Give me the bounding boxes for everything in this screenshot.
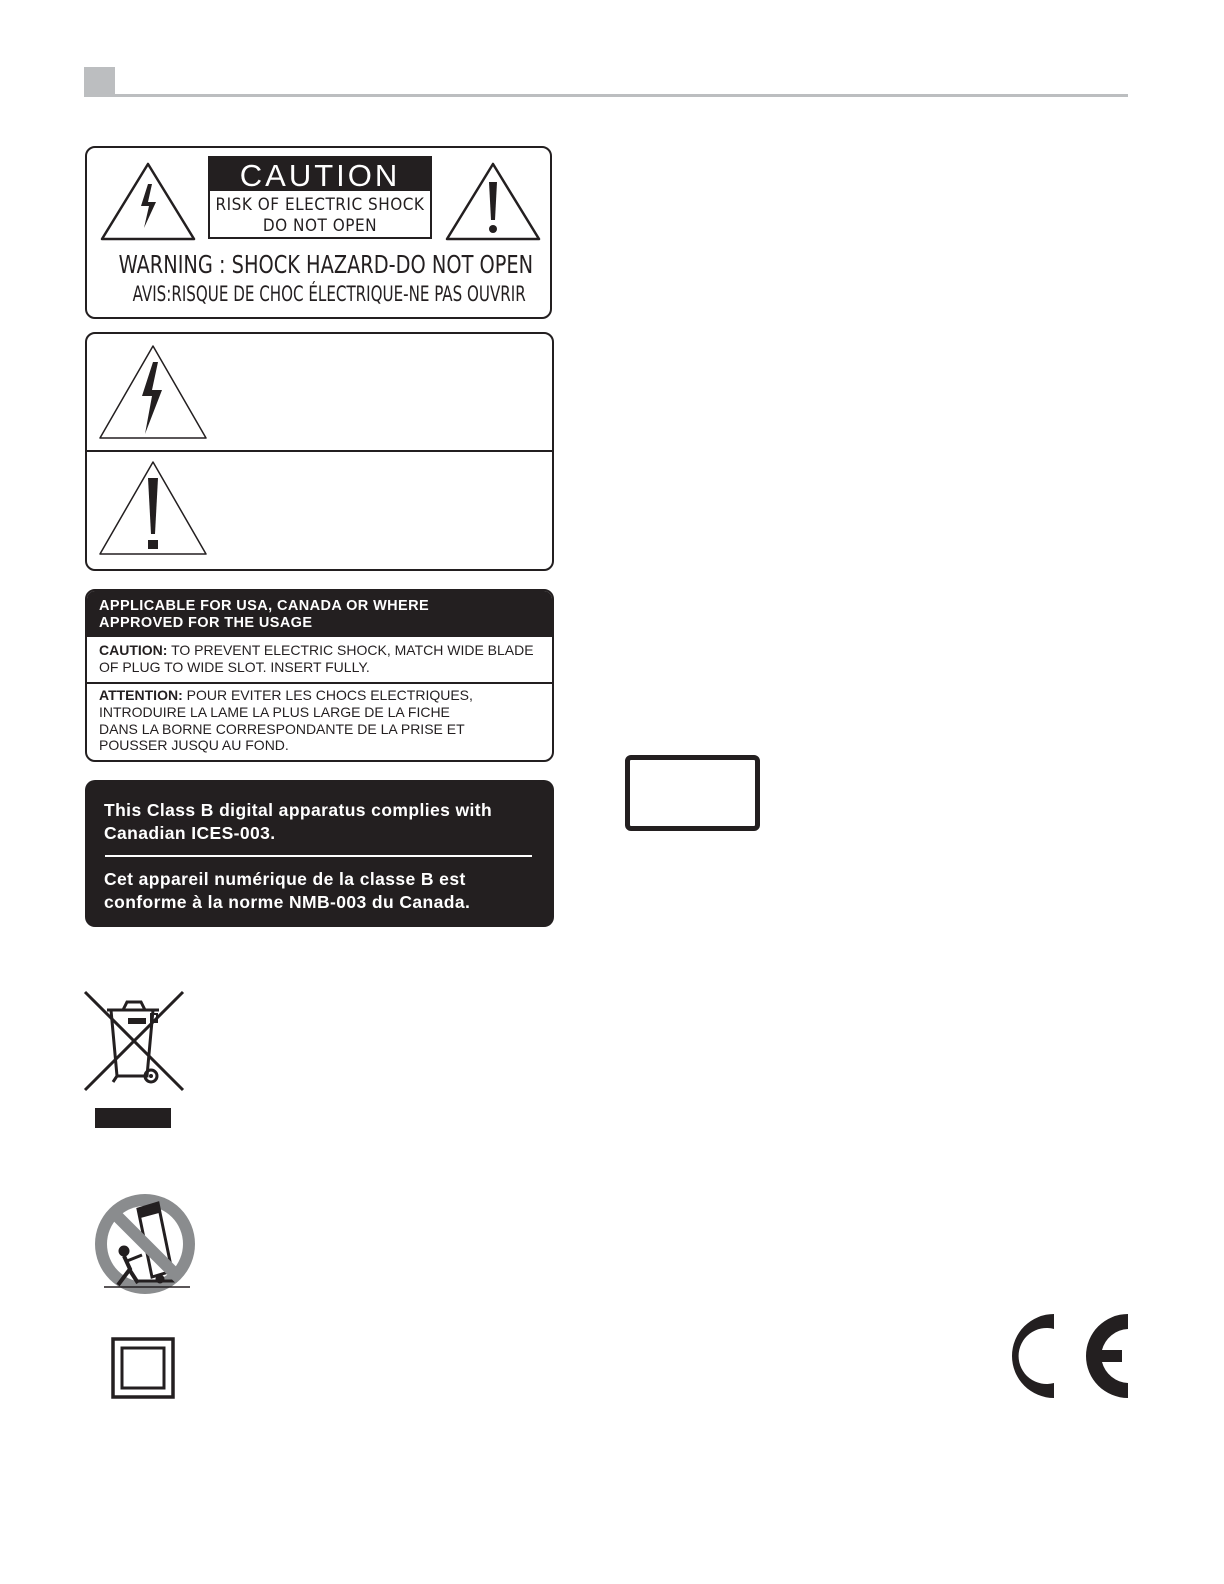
plug-caution-heading	[87, 591, 552, 637]
attention-text-4: POUSSER JUSQU AU FOND.	[99, 737, 289, 754]
empty-label-frame	[625, 755, 760, 831]
attention-text-3: DANS LA BORNE CORRESPONDANTE DE LA PRISE ET	[99, 720, 465, 737]
caution-risk-line: RISK OF ELECTRIC SHOCK	[215, 195, 425, 215]
warning-french: AVIS:RISQUE DE CHOC ÉLECTRIQUE-NE PAS OUVRIR	[132, 282, 526, 306]
attention-section	[99, 687, 549, 754]
header-rule	[84, 94, 1128, 97]
caution-label-bold: CAUTION:	[99, 642, 168, 658]
plug-caution-separator	[87, 682, 552, 684]
warning-english: WARNING : SHOCK HAZARD-DO NOT OPEN	[118, 250, 534, 279]
double-square-icon	[111, 1337, 175, 1399]
caution-center-panel	[208, 156, 432, 239]
compliance-separator	[105, 855, 532, 857]
attention-label-bold: ATTENTION:	[99, 687, 183, 703]
compliance-en-line-1: This Class B digital apparatus complies with	[104, 800, 493, 820]
caution-title: CAUTION	[210, 158, 430, 191]
attention-text-1: POUR EVITER LES CHOCS ELECTRIQUES,	[182, 687, 473, 703]
exclamation-triangle-icon	[98, 460, 208, 556]
canadian-compliance-box	[85, 780, 554, 927]
lightning-triangle-icon	[98, 344, 208, 440]
weee-bar	[95, 1108, 171, 1128]
caution-text-2: OF PLUG TO WIDE SLOT. INSERT FULLY.	[99, 658, 370, 675]
no-cart-tip-icon	[94, 1193, 196, 1295]
heading-line-2: APPROVED FOR THE USAGE	[99, 615, 313, 631]
compliance-en-line-2: Canadian ICES-003.	[104, 823, 276, 843]
header-square	[84, 67, 115, 96]
plug-caution-box	[85, 589, 554, 762]
compliance-english	[104, 799, 544, 845]
lightning-triangle-icon	[100, 162, 196, 242]
crossed-bin-icon	[83, 990, 185, 1092]
symbol-divider	[86, 450, 553, 452]
exclamation-triangle-icon	[445, 162, 541, 242]
heading-line-1: APPLICABLE FOR USA, CANADA OR WHERE	[99, 598, 430, 614]
ce-mark-icon	[1000, 1310, 1130, 1402]
compliance-fr-line-1: Cet appareil numérique de la classe B est	[104, 869, 466, 889]
caution-do-not-open-line: DO NOT OPEN	[262, 216, 378, 236]
caution-text-1: TO PREVENT ELECTRIC SHOCK, MATCH WIDE BLADE	[167, 642, 534, 658]
compliance-french	[104, 868, 544, 914]
caution-section	[99, 642, 549, 676]
attention-text-2: INTRODUIRE LA LAME LA PLUS LARGE DE LA FICHE	[99, 703, 450, 720]
compliance-fr-line-2: conforme à la norme NMB-003 du Canada.	[104, 892, 471, 912]
